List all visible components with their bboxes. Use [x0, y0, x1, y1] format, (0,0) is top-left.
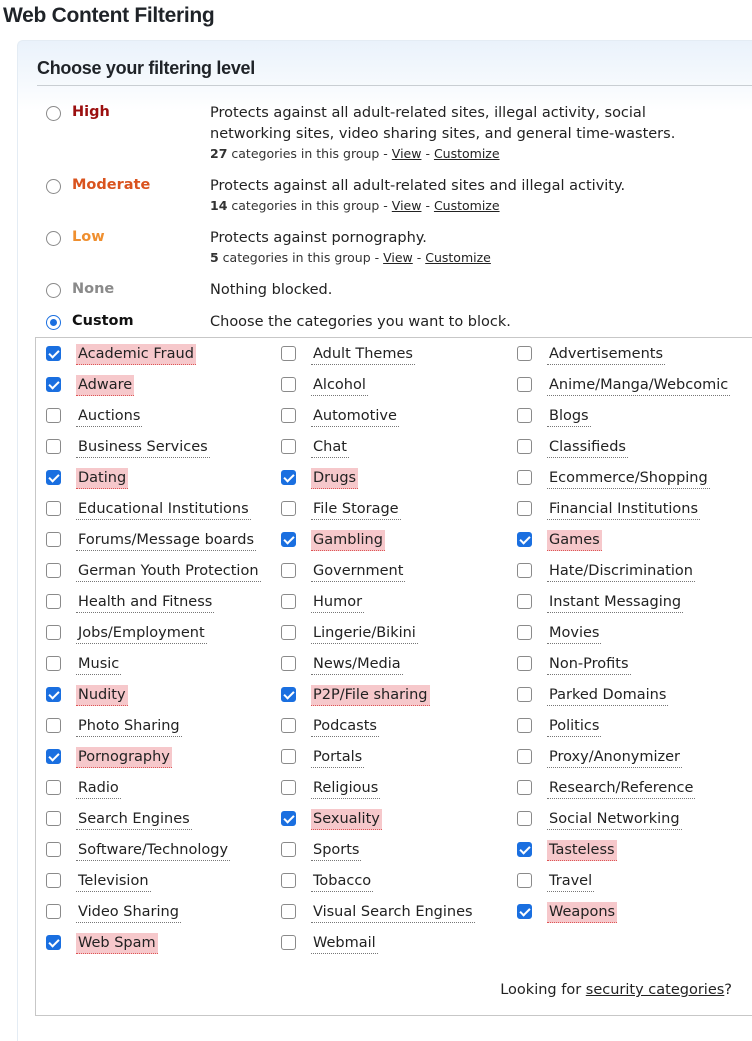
level-description-moderate — [210, 176, 730, 215]
category-label[interactable]: Religious — [311, 778, 380, 799]
category-label[interactable]: Television — [76, 871, 151, 892]
level-meta — [210, 249, 730, 267]
category-label[interactable]: Visual Search Engines — [311, 902, 475, 923]
view-link[interactable]: View — [383, 250, 413, 265]
category-label[interactable]: Tobacco — [311, 871, 373, 892]
checkbox-movies[interactable] — [517, 625, 532, 640]
category-label[interactable]: Instant Messaging — [547, 592, 683, 613]
category-label[interactable]: Social Networking — [547, 809, 682, 830]
level-desc-text: Nothing blocked. — [210, 282, 333, 298]
category-label[interactable]: Hate/Discrimination — [547, 561, 695, 582]
checkbox-proxy-anonymizer[interactable] — [517, 749, 532, 764]
checkbox-advertisements[interactable] — [517, 346, 532, 361]
category-label[interactable]: Drugs — [311, 468, 358, 489]
view-link[interactable]: View — [391, 146, 422, 161]
checkbox-weapons[interactable] — [517, 904, 532, 919]
category-label[interactable]: Forums/Message boards — [76, 530, 256, 551]
checkbox-file-storage[interactable] — [281, 501, 296, 516]
checkbox-parked-domains[interactable] — [517, 687, 532, 702]
checkbox-music[interactable] — [46, 656, 61, 671]
level-desc-text: Protects against all adult-related sites, illegal activity, social networking sites, video sharing sites, and general time-wasters. — [210, 105, 676, 142]
checkbox-drugs[interactable] — [281, 470, 296, 485]
level-meta — [210, 145, 730, 163]
checkbox-dating[interactable] — [46, 470, 61, 485]
checkbox-religious[interactable] — [281, 780, 296, 795]
category-label[interactable]: Health and Fitness — [76, 592, 214, 613]
category-label[interactable]: Non-Profits — [547, 654, 631, 675]
category-label[interactable]: Government — [311, 561, 405, 582]
checkbox-forums-message-boards[interactable] — [46, 532, 61, 547]
category-label[interactable]: Blogs — [547, 406, 591, 427]
category-label[interactable]: News/Media — [311, 654, 403, 675]
checkbox-government[interactable] — [281, 563, 296, 578]
level-desc-text: Protects against all adult-related sites and illegal activity. — [210, 178, 626, 194]
checkbox-adware[interactable] — [46, 377, 61, 392]
section-divider — [37, 85, 752, 86]
category-label[interactable]: Jobs/Employment — [76, 623, 207, 644]
radio-none[interactable] — [46, 283, 61, 298]
category-label[interactable]: Movies — [547, 623, 601, 644]
category-label[interactable]: Video Sharing — [76, 902, 181, 923]
category-label[interactable]: Research/Reference — [547, 778, 695, 799]
checkbox-tobacco[interactable] — [281, 873, 296, 888]
radio-moderate[interactable] — [46, 179, 61, 194]
checkbox-sexuality[interactable] — [281, 811, 296, 826]
category-label[interactable]: Automotive — [311, 406, 399, 427]
checkbox-social-networking[interactable] — [517, 811, 532, 826]
page-title: Web Content Filtering — [3, 4, 215, 27]
level-description-custom — [210, 312, 730, 333]
checkbox-business-services[interactable] — [46, 439, 61, 454]
checkbox-politics[interactable] — [517, 718, 532, 733]
category-label[interactable]: Classifieds — [547, 437, 628, 458]
checkbox-search-engines[interactable] — [46, 811, 61, 826]
customize-link[interactable]: Customize — [425, 250, 491, 265]
category-label[interactable]: Software/Technology — [76, 840, 230, 861]
checkbox-portals[interactable] — [281, 749, 296, 764]
checkbox-pornography[interactable] — [46, 749, 61, 764]
checkbox-news-media[interactable] — [281, 656, 296, 671]
category-label[interactable]: Alcohol — [311, 375, 368, 396]
category-label[interactable]: Photo Sharing — [76, 716, 182, 737]
category-label[interactable]: Educational Institutions — [76, 499, 251, 520]
category-label[interactable]: Travel — [547, 871, 594, 892]
link-separator: - — [412, 250, 426, 265]
checkbox-webmail[interactable] — [281, 935, 296, 950]
checkbox-german-youth-protection[interactable] — [46, 563, 61, 578]
category-label[interactable]: Adware — [76, 375, 134, 396]
category-label[interactable]: Advertisements — [547, 344, 665, 365]
checkbox-web-spam[interactable] — [46, 935, 61, 950]
level-name-moderate[interactable]: Moderate — [72, 177, 151, 193]
checkbox-visual-search-engines[interactable] — [281, 904, 296, 919]
level-description-low — [210, 228, 730, 267]
category-label[interactable]: Humor — [311, 592, 364, 613]
checkbox-instant-messaging[interactable] — [517, 594, 532, 609]
checkbox-photo-sharing[interactable] — [46, 718, 61, 733]
checkbox-hate-discrimination[interactable] — [517, 563, 532, 578]
category-label[interactable]: Anime/Manga/Webcomic — [547, 375, 730, 396]
category-label[interactable]: Search Engines — [76, 809, 192, 830]
checkbox-auctions[interactable] — [46, 408, 61, 423]
level-meta — [210, 197, 730, 215]
checkbox-alcohol[interactable] — [281, 377, 296, 392]
category-label[interactable]: Academic Fraud — [76, 344, 196, 365]
checkbox-financial-institutions[interactable] — [517, 501, 532, 516]
category-label[interactable]: Tasteless — [547, 840, 617, 861]
checkbox-jobs-employment[interactable] — [46, 625, 61, 640]
checkbox-adult-themes[interactable] — [281, 346, 296, 361]
checkbox-academic-fraud[interactable] — [46, 346, 61, 361]
category-label[interactable]: Dating — [76, 468, 128, 489]
category-label[interactable]: Nudity — [76, 685, 128, 706]
category-count: 5 — [210, 250, 219, 265]
section-title: Choose your filtering level — [37, 58, 255, 78]
category-count: 27 — [210, 146, 228, 161]
checkbox-health-and-fitness[interactable] — [46, 594, 61, 609]
checkbox-chat[interactable] — [281, 439, 296, 454]
checkbox-lingerie-bikini[interactable] — [281, 625, 296, 640]
category-label[interactable]: Radio — [76, 778, 121, 799]
category-label[interactable]: Chat — [311, 437, 349, 458]
checkbox-nudity[interactable] — [46, 687, 61, 702]
checkbox-non-profits[interactable] — [517, 656, 532, 671]
category-label[interactable]: Auctions — [76, 406, 142, 427]
category-label[interactable]: Music — [76, 654, 121, 675]
security-categories-prompt — [500, 982, 732, 998]
link-separator: - — [421, 146, 434, 161]
footer-suffix: ? — [724, 982, 732, 998]
category-label[interactable]: P2P/File sharing — [311, 685, 430, 706]
category-label[interactable]: Games — [547, 530, 602, 551]
radio-custom[interactable] — [46, 315, 61, 330]
level-description-high — [210, 103, 730, 163]
checkbox-anime-manga-webcomic[interactable] — [517, 377, 532, 392]
category-label[interactable]: Gambling — [311, 530, 385, 551]
level-name-none[interactable]: None — [72, 281, 115, 297]
checkbox-video-sharing[interactable] — [46, 904, 61, 919]
checkbox-blogs[interactable] — [517, 408, 532, 423]
category-label[interactable]: Sports — [311, 840, 361, 861]
category-label[interactable]: Proxy/Anonymizer — [547, 747, 682, 768]
category-label[interactable]: Sexuality — [311, 809, 382, 830]
level-name-high[interactable]: High — [72, 104, 110, 120]
category-label[interactable]: Portals — [311, 747, 364, 768]
category-box — [35, 337, 752, 1016]
checkbox-radio[interactable] — [46, 780, 61, 795]
category-label[interactable]: Webmail — [311, 933, 378, 954]
checkbox-gambling[interactable] — [281, 532, 296, 547]
radio-high[interactable] — [46, 106, 61, 121]
checkbox-educational-institutions[interactable] — [46, 501, 61, 516]
category-count-text: categories in this group - — [227, 198, 392, 213]
checkbox-automotive[interactable] — [281, 408, 296, 423]
category-label[interactable]: Lingerie/Bikini — [311, 623, 418, 644]
link-separator: - — [421, 198, 434, 213]
checkbox-ecommerce-shopping[interactable] — [517, 470, 532, 485]
level-name-custom[interactable]: Custom — [72, 313, 134, 329]
footer-prefix: Looking for — [500, 982, 586, 998]
level-name-low[interactable]: Low — [72, 229, 105, 245]
category-label[interactable]: Pornography — [76, 747, 172, 768]
category-label[interactable]: Weapons — [547, 902, 617, 923]
category-label[interactable]: Business Services — [76, 437, 210, 458]
checkbox-humor[interactable] — [281, 594, 296, 609]
checkbox-software-technology[interactable] — [46, 842, 61, 857]
customize-link[interactable]: Customize — [433, 198, 500, 213]
checkbox-p2p-file-sharing[interactable] — [281, 687, 296, 702]
checkbox-travel[interactable] — [517, 873, 532, 888]
view-link[interactable]: View — [391, 198, 422, 213]
checkbox-classifieds[interactable] — [517, 439, 532, 454]
checkbox-podcasts[interactable] — [281, 718, 296, 733]
category-label[interactable]: Ecommerce/Shopping — [547, 468, 710, 489]
category-label[interactable]: Politics — [547, 716, 601, 737]
category-label[interactable]: Financial Institutions — [547, 499, 700, 520]
checkbox-tasteless[interactable] — [517, 842, 532, 857]
category-label[interactable]: German Youth Protection — [76, 561, 261, 582]
category-count-text: categories in this group - — [227, 146, 392, 161]
category-count-text: categories in this group - — [218, 250, 384, 265]
checkbox-research-reference[interactable] — [517, 780, 532, 795]
category-label[interactable]: File Storage — [311, 499, 401, 520]
category-label[interactable]: Adult Themes — [311, 344, 415, 365]
checkbox-television[interactable] — [46, 873, 61, 888]
level-desc-text: Protects against pornography. — [210, 230, 427, 246]
category-label[interactable]: Parked Domains — [547, 685, 668, 706]
radio-low[interactable] — [46, 231, 61, 246]
category-label[interactable]: Podcasts — [311, 716, 379, 737]
level-desc-text: Choose the categories you want to block. — [210, 314, 511, 330]
category-label[interactable]: Web Spam — [76, 933, 158, 954]
checkbox-sports[interactable] — [281, 842, 296, 857]
security-categories-link[interactable]: security categories — [585, 982, 725, 998]
category-count: 14 — [210, 198, 228, 213]
level-description-none — [210, 280, 730, 301]
checkbox-games[interactable] — [517, 532, 532, 547]
customize-link[interactable]: Customize — [433, 146, 500, 161]
